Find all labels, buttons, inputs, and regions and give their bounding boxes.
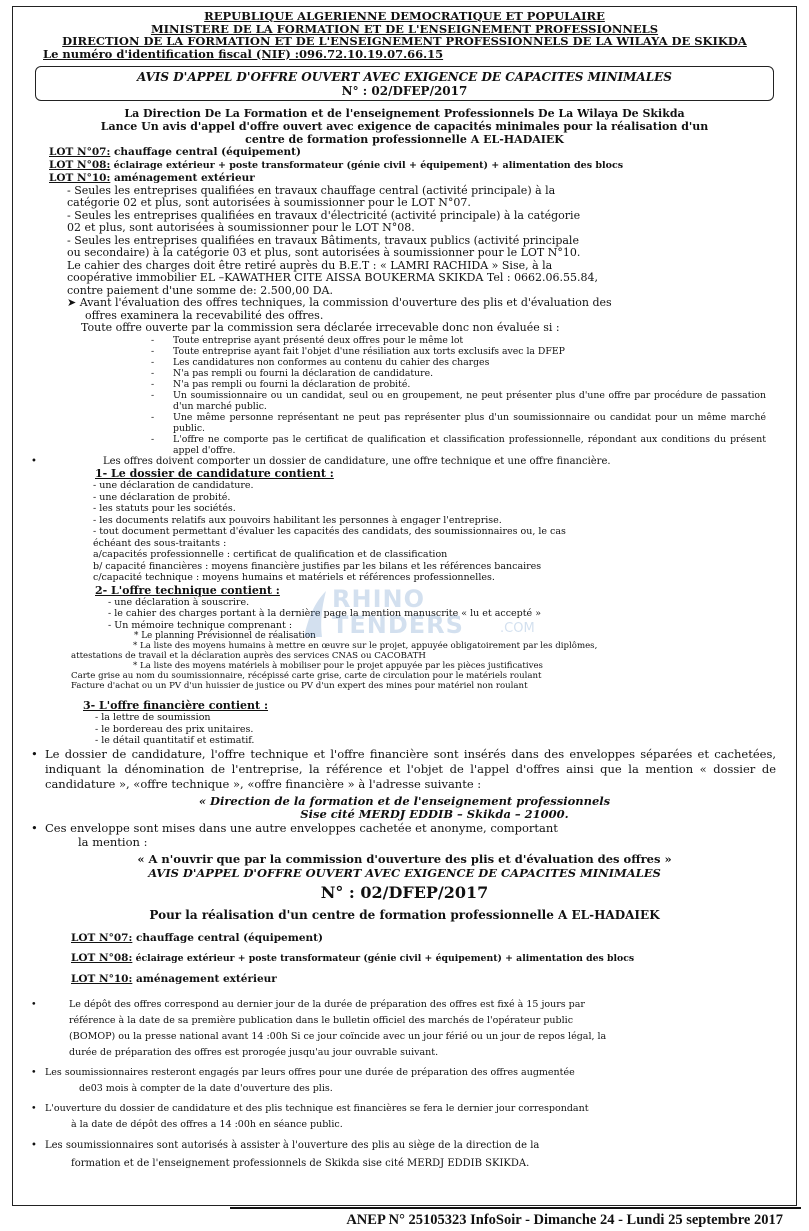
list-item: - Toute entreprise ayant fait l'objet d'une résiliation aux torts exclusifs avec la DFEP bbox=[173, 346, 786, 357]
eligibility-line: - Seules les entreprises qualifiées en travaux Bâtiments, travaux publics (activité principale bbox=[67, 233, 579, 247]
section3-title bbox=[23, 699, 786, 712]
eligibility-line: - Seules les entreprises qualifiées en travaux chauffage central (activité principale) à la bbox=[67, 183, 556, 197]
irrecevable-list bbox=[23, 335, 786, 456]
eligibility-line: Le cahier des charges doit être retiré auprès du B.E.T : « LAMRI RACHIDA » Sise, à la bbox=[67, 258, 553, 272]
header-direction: DIRECTION DE LA FORMATION ET DE L'ENSEIGNEMENT PROFESSIONNELS DE LA WILAYA DE SKIKDA bbox=[62, 34, 747, 48]
section1-item: - les statuts pour les sociétés. bbox=[93, 503, 236, 514]
eligibility-line: contre paiement d'une somme de: 2.500,00 DA. bbox=[67, 283, 333, 297]
publication-footer: ANEP N° 25105323 InfoSoir - Dimanche 24 - Lundi 25 septembre 2017 bbox=[230, 1207, 801, 1231]
list-item: - L'offre ne comporte pas le certificat de qualification et classification professionnelle, répondant aux conditions du présent appel d'offre. bbox=[173, 434, 786, 456]
header-ministry: MINISTERE DE LA FORMATION ET DE L'ENSEIGNEMENT PROFESSIONNELS bbox=[150, 21, 659, 36]
section2-detail: * La liste des moyens matériels à mobiliser pour le projet appuyée par les pièces justificatives bbox=[133, 661, 543, 671]
section2-title-text: 2- L'offre technique contient : bbox=[95, 583, 280, 597]
list-item: - N'a pas rempli ou fourni la déclaration de probité. bbox=[173, 379, 786, 390]
header-nif: Le numéro d'identification fiscal (NIF) :096.72.10.19.07.66.15 bbox=[43, 46, 444, 61]
address-line-1: « Direction de la formation et de l'enseignement professionnels bbox=[198, 793, 611, 808]
list-item: - N'a pas rempli ou fourni la déclaration de candidature. bbox=[173, 368, 786, 379]
lot2-10-key: LOT N°10: bbox=[71, 972, 133, 985]
envelopes-mention: la mention : bbox=[78, 834, 148, 849]
final-engagement bbox=[23, 1065, 786, 1097]
final-attendance bbox=[23, 1137, 786, 1173]
eligibility-line: 02 et plus, sont autorisées à soumissionner pour le LOT N°08. bbox=[67, 221, 415, 234]
section1-title bbox=[23, 467, 786, 480]
section1-item: - tout document permettant d'évaluer les capacités des candidats, des soumissionnaires ou, le cas bbox=[93, 526, 566, 537]
lot-07-text: chauffage central (équipement) bbox=[110, 146, 301, 158]
final-opening bbox=[23, 1101, 786, 1133]
list-item: - Toute entreprise ayant présenté deux offres pour le même lot bbox=[173, 335, 786, 346]
final-line: • L'ouverture du dossier de candidature et des plis technique est financières se fera le dernier jour correspondant bbox=[45, 1102, 589, 1114]
title-box bbox=[35, 66, 774, 101]
offers-intro: • Les offres doivent comporter un dossier de candidature, une offre technique et une offre financière. bbox=[23, 456, 786, 468]
sealed-notice: « A n'ouvrir que par la commission d'ouverture des plis et d'évaluation des offres » bbox=[137, 851, 672, 866]
section3-item: - la lettre de soumission bbox=[95, 712, 211, 723]
section2-item: - Un mémoire technique comprenant : bbox=[108, 619, 293, 631]
envelopes-paragraph: • Le dossier de candidature, l'offre technique et l'offre financière sont insérés dans des enveloppes séparées et cachetées, indiquant la dénomination de l'entreprise, la référence et l'objet de l'appel d'offres ainsi que la mention « dossier de candidature », «offre technique », «offre financière » à l'adresse suivante : bbox=[23, 747, 786, 792]
header-republic: REPUBLIQUE ALGERIENNE DEMOCRATIQUE ET POPULAIRE bbox=[204, 9, 605, 23]
lot-08 bbox=[23, 159, 786, 173]
section2-detail: attestations de travail et la déclaration auprès des services CNAS ou CACOBATH bbox=[71, 651, 426, 661]
eligibility-line: coopérative immobilier EL –KAWATHER CITE AISSA BOUKERMA SKIKDA Tel : 0662.06.55.84, bbox=[67, 271, 599, 284]
lot2-10 bbox=[23, 969, 786, 989]
eligibility-line: ➤ Avant l'évaluation des offres techniques, la commission d'ouverture des plis et d'évaluation des bbox=[67, 296, 612, 309]
section1-title-text: 1- Le dossier de candidature contient : bbox=[95, 467, 334, 480]
intro-line-2: Lance Un avis d'appel d'offre ouvert avec exigence de capacités minimales pour la réalisation d'un bbox=[100, 120, 709, 133]
address-line-2: Sise cité MERDJ EDDIB – Skikda – 21000. bbox=[300, 806, 569, 821]
section2-planning: * Le planning Prévisionnel de réalisation bbox=[134, 631, 316, 641]
eligibility-line: ou secondaire) à la catégorie 03 et plus, sont autorisées à soumissionner pour le LOT N°10. bbox=[67, 246, 581, 259]
section2-title bbox=[23, 584, 786, 597]
title-number: N° : 02/DFEP/2017 bbox=[341, 84, 468, 98]
final-deposit bbox=[23, 997, 786, 1061]
title2-number: N° : 02/DFEP/2017 bbox=[320, 882, 489, 902]
section1-item: - une déclaration de candidature. bbox=[93, 480, 254, 491]
eligibility-line: catégorie 02 et plus, sont autorisées à soumissionner pour le LOT N°07. bbox=[67, 196, 471, 209]
watermark-line-2: TENDERS bbox=[332, 611, 464, 639]
eligibility-line: Toute offre ouverte par la commission sera déclarée irrecevable donc non évaluée si : bbox=[81, 321, 560, 334]
final-line: à la date de dépôt des offres a 14 :00h en séance public. bbox=[71, 1118, 343, 1130]
section1-item: b/ capacité financières : moyens financière justifies par les bilans et les références bancaires bbox=[93, 560, 542, 572]
section1-item: - une déclaration de probité. bbox=[93, 491, 231, 503]
notice-frame bbox=[12, 6, 797, 1206]
final-line: de03 mois à compter de la date d'ouverture des plis. bbox=[79, 1082, 333, 1094]
lot2-07 bbox=[23, 928, 786, 948]
lot-08-key: LOT N°08: bbox=[49, 158, 111, 171]
final-line: durée de préparation des offres est prorogée jusqu'au jour ouvrable suivant. bbox=[69, 1046, 439, 1058]
eligibility-line: - Seules les entreprises qualifiées en travaux d'électricité (activité principale) à la catégorie bbox=[67, 208, 581, 222]
lot-10-key: LOT N°10: bbox=[49, 172, 111, 184]
lot-07 bbox=[23, 146, 786, 159]
final-line: • Les soumissionnaires resteront engagés par leurs offres pour une durée de préparation des offres augmentée bbox=[45, 1066, 575, 1078]
lot-08-text: éclairage extérieur + poste transformateur (génie civil + équipement) + alimentation des blocs bbox=[110, 159, 624, 171]
section3-item: - le bordereau des prix unitaires. bbox=[95, 723, 254, 735]
title-main: AVIS D'APPEL D'OFFRE OUVERT AVEC EXIGENCE DE CAPACITES MINIMALES bbox=[137, 70, 672, 84]
lot2-10-text: aménagement extérieur bbox=[132, 972, 277, 985]
lot2-07-text: chauffage central (équipement) bbox=[132, 931, 323, 944]
list-item: - Une même personne représentant ne peut pas représenter plus d'un soumissionnaire ou candidat pour un même marché public. bbox=[173, 412, 786, 434]
section3-title-text: 3- L'offre financière contient : bbox=[83, 699, 269, 712]
title2-main: AVIS D'APPEL D'OFFRE OUVERT AVEC EXIGENCE DE CAPACITES MINIMALES bbox=[148, 865, 661, 880]
section1-item: échéant des sous-traitants : bbox=[93, 537, 227, 549]
section1-item: a/capacités professionnelle : certificat de qualification et de classification bbox=[93, 549, 448, 560]
lot-10-text: aménagement extérieur bbox=[110, 172, 255, 184]
section2-item: - une déclaration à souscrire. bbox=[108, 596, 250, 608]
section2-detail: * La liste des moyens humains à mettre en œuvre sur le projet, appuyée obligatoirement par les diplômes, bbox=[133, 641, 598, 651]
final-line: • Les soumissionnaires sont autorisés à assister à l'ouverture des plis au siège de la direction de la bbox=[45, 1139, 540, 1151]
final-line: formation et de l'enseignement professionnels de Skikda sise cité MERDJ EDDIB SKIKDA. bbox=[71, 1157, 530, 1169]
section2-item: - le cahier des charges portant à la dernière page la mention manuscrite « lu et accepté » bbox=[108, 608, 542, 619]
section3-item: - le détail quantitatif et estimatif. bbox=[95, 735, 255, 746]
section1-item: - les documents relatifs aux pouvoirs habilitant les personnes à engager l'entreprise. bbox=[93, 514, 502, 526]
lot2-08 bbox=[23, 948, 786, 969]
list-item: - Un soumissionnaire ou un candidat, seul ou en groupement, ne peut présenter plus d'une offre par procédure de passation d'un marché public. bbox=[173, 390, 786, 412]
section2-detail: Facture d'achat ou un PV d'un huissier de justice ou PV d'un expert des mines pour matériel non roulant bbox=[71, 681, 528, 691]
watermark-suffix: .COM bbox=[500, 621, 535, 636]
lot-10 bbox=[23, 172, 786, 185]
section2-detail: Carte grise au nom du soumissionnaire, récépissé carte grise, carte de circulation pour le matériels roulant bbox=[71, 671, 542, 681]
intro-line-1: La Direction De La Formation et de l'enseignement Professionnels De La Wilaya De Skikda bbox=[124, 107, 685, 120]
envelopes-second: • Ces enveloppe sont mises dans une autre enveloppes cachetée et anonyme, comportant bbox=[23, 821, 786, 835]
list-item: - Les candidatures non conformes au contenu du cahier des charges bbox=[173, 357, 786, 368]
lot2-08-text: éclairage extérieur + poste transformateur (génie civil + équipement) + alimentation des blocs bbox=[132, 952, 635, 964]
watermark-line-1: RHINO bbox=[332, 585, 425, 613]
final-line: (BOMOP) ou la presse national avant 14 :00h Si ce jour coïncide avec un jour férié ou un jour de repos légal, la bbox=[69, 1030, 607, 1042]
notice-body bbox=[13, 7, 796, 1205]
section1-item: c/capacité technique : moyens humains et matériels et références professionnelles. bbox=[93, 572, 495, 583]
lot2-08-key: LOT N°08: bbox=[71, 951, 133, 964]
intro-line-3: centre de formation professionnelle A EL-HADAIEK bbox=[245, 133, 564, 146]
final-line: • Le dépôt des offres correspond au dernier jour de la durée de préparation des offres est fixé à 15 jours par bbox=[69, 998, 585, 1010]
title2-subject: Pour la réalisation d'un centre de formation professionnelle A EL-HADAIEK bbox=[149, 907, 660, 922]
lot2-07-key: LOT N°07: bbox=[71, 931, 133, 944]
lot-07-key: LOT N°07: bbox=[49, 146, 111, 158]
eligibility-line: offres examinera la recevabilité des offres. bbox=[85, 308, 324, 322]
final-line: référence à la date de sa première publication dans le bulletin officiel des marchés de l'opérateur public bbox=[69, 1014, 574, 1026]
